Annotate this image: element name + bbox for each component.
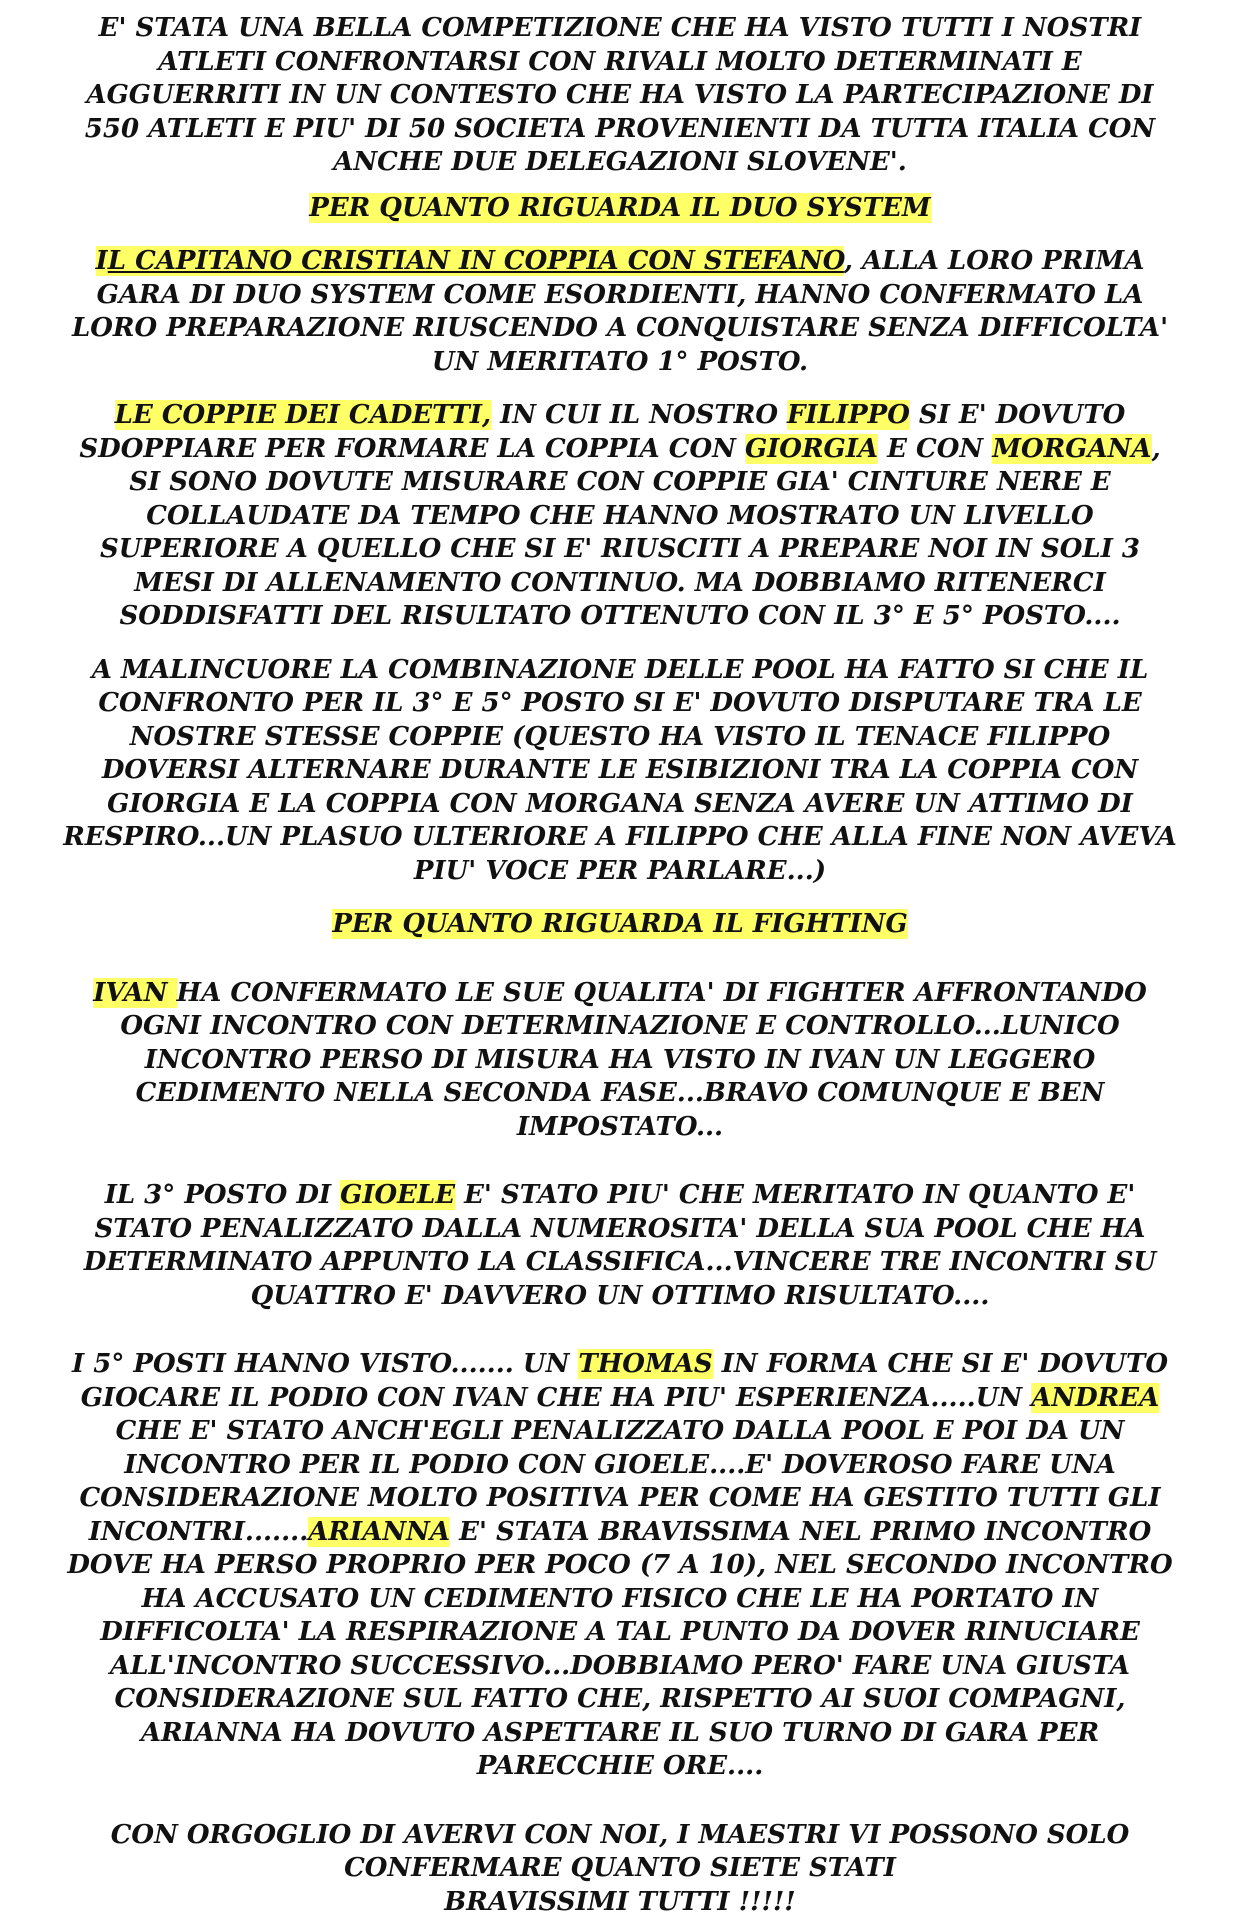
duo-system-heading-text: PER QUANTO RIGUARDA IL DUO SYSTEM: [309, 193, 930, 223]
duo-paragraph-cadets: [62, 399, 1178, 634]
fifth-text-4: E' STATA BRAVISSIMA NEL PRIMO INCONTRO DOVE HA PERSO PROPRIO PER POCO (7 A 10), NEL SECONDO INCONTRO HA ACCUSATO UN CEDIMENTO FISICO CHE LE HA PORTATO IN DIFFICOLTA' LA RESPIRAZIONE A TAL PUNTO DA DOVER RINUCIARE ALL'INCONTRO SUCCESSIVO...DOBBIAMO PERO' FARE UNA GIUSTA CONSIDERAZIONE SUL FATTO CHE, RISPETTO AI SUOI COMPAGNI, ARIANNA HA DOVUTO ASPETTARE IL SUO TURNO DI GARA PER PARECCHIE ORE....: [67, 1517, 1172, 1782]
cadets-text-1: IN CUI IL NOSTRO: [491, 400, 787, 430]
fighting-heading: [62, 908, 1178, 942]
name-filippo: FILIPPO: [787, 400, 910, 430]
name-morgana: MORGANA: [992, 434, 1151, 464]
fighting-paragraph-fifth-places: [62, 1348, 1178, 1784]
name-andrea: ANDREA: [1031, 1383, 1159, 1413]
gioele-text-1: IL 3° POSTO DI: [105, 1180, 340, 1210]
duo-system-heading: [62, 192, 1178, 226]
gioele-text-2: E' STATO PIU' CHE MERITATO IN QUANTO E' STATO PENALIZZATO DALLA NUMEROSITA' DELLA SUA POOL CHE HA DETERMINATO APPUNTO LA CLASSIFICA...VINCERE TRE INCONTRI SU QUATTRO E' DAVVERO UN OTTIMO RISULTATO....: [84, 1180, 1156, 1311]
cadets-text-4: , SI SONO DOVUTE MISURARE CON COPPIE GIA' CINTURE NERE E COLLAUDATE DA TEMPO CHE HANNO MOSTRATO UN LIVELLO SUPERIORE A QUELLO CHE SI E' RIUSCITI A PREPARE NOI IN SOLI 3 MESI DI ALLENAMENTO CONTINUO. MA DOBBIAMO RITENERCI SODDISFATTI DEL RISULTATO OTTENUTO CON IL 3° E 5° POSTO....: [100, 434, 1161, 632]
closing-line-3: BRAVISSIMI TUTTI !!!!!: [62, 1886, 1178, 1919]
name-ivan: IVAN: [93, 978, 176, 1008]
fighting-heading-text: PER QUANTO RIGUARDA IL FIGHTING: [332, 909, 907, 939]
fifth-text-2: IN FORMA CHE SI E' DOVUTO GIOCARE IL PODIO CON IVAN CHE HA PIU' ESPERIENZA.....UN: [81, 1349, 1168, 1413]
duo-paragraph-pool: A MALINCUORE LA COMBINAZIONE DELLE POOL HA FATTO SI CHE IL CONFRONTO PER IL 3° E 5° POSTO SI E' DOVUTO DISPUTARE TRA LE NOSTRE STESSE COPPIE (QUESTO HA VISTO IL TENACE FILIPPO DOVERSI ALTERNARE DURANTE LE ESIBIZIONI TRA LA COPPIA CON GIORGIA E LA COPPIA CON MORGANA SENZA AVERE UN ATTIMO DI RESPIRO...UN PLASUO ULTERIORE A FILIPPO CHE ALLA FINE NON AVEVA PIU' VOCE PER PARLARE...): [62, 654, 1178, 889]
name-thomas: THOMAS: [578, 1349, 712, 1379]
name-giorgia: GIORGIA: [745, 434, 878, 464]
captain-rest: , ALLA LORO PRIMA GARA DI DUO SYSTEM COME ESORDIENTI, HANNO CONFERMATO LA LORO PREPARAZIONE RIUSCENDO A CONQUISTARE SENZA DIFFICOLTA' UN MERITATO 1° POSTO.: [72, 246, 1168, 377]
closing-line-2: CONFERMARE QUANTO SIETE STATI: [62, 1852, 1178, 1886]
fifth-text-3: CHE E' STATO ANCH'EGLI PENALIZZATO DALLA POOL E POI DA UN INCONTRO PER IL PODIO CON GIOELE....E' DOVEROSO FARE UNA CONSIDERAZIONE MOLTO POSITIVA PER COME HA GESTITO TUTTI GLI INCONTRI.......: [79, 1416, 1160, 1547]
cadets-text-2: SI E' DOVUTO SDOPPIARE PER FORMARE LA COPPIA CON: [79, 400, 1125, 464]
cadets-lead: LE COPPIE DEI CADETTI,: [115, 400, 491, 430]
duo-paragraph-captain: [62, 245, 1178, 379]
name-arianna: ARIANNA: [308, 1517, 450, 1547]
fifth-text-1: I 5° POSTI HANNO VISTO....... UN: [72, 1349, 578, 1379]
cadets-text-3: E CON: [878, 434, 992, 464]
intro-paragraph: E' STATA UNA BELLA COMPETIZIONE CHE HA VISTO TUTTI I NOSTRI ATLETI CONFRONTARSI CON RIVALI MOLTO DETERMINATI E AGGUERRITI IN UN CONTESTO CHE HA VISTO LA PARTECIPAZIONE DI 550 ATLETI E PIU' DI 50 SOCIETA PROVENIENTI DA TUTTA ITALIA CON ANCHE DUE DELEGAZIONI SLOVENE'.: [62, 12, 1178, 180]
document-page: [62, 12, 1178, 1919]
fighting-paragraph-ivan: [62, 977, 1178, 1145]
fighting-paragraph-gioele: [62, 1179, 1178, 1313]
ivan-text: HA CONFERMATO LE SUE QUALITA' DI FIGHTER AFFRONTANDO OGNI INCONTRO CON DETERMINAZIONE E CONTROLLO...LUNICO INCONTRO PERSO DI MISURA HA VISTO IN IVAN UN LEGGERO CEDIMENTO NELLA SECONDA FASE...BRAVO COMUNQUE E BEN IMPOSTATO...: [120, 978, 1146, 1142]
captain-lead-text: L CAPITANO CRISTIAN IN COPPIA CON STEFANO: [108, 246, 844, 276]
captain-lead-initial: I: [96, 246, 108, 276]
name-gioele: GIOELE: [340, 1180, 455, 1210]
closing-line-1: CON ORGOGLIO DI AVERVI CON NOI, I MAESTRI VI POSSONO SOLO: [62, 1819, 1178, 1853]
